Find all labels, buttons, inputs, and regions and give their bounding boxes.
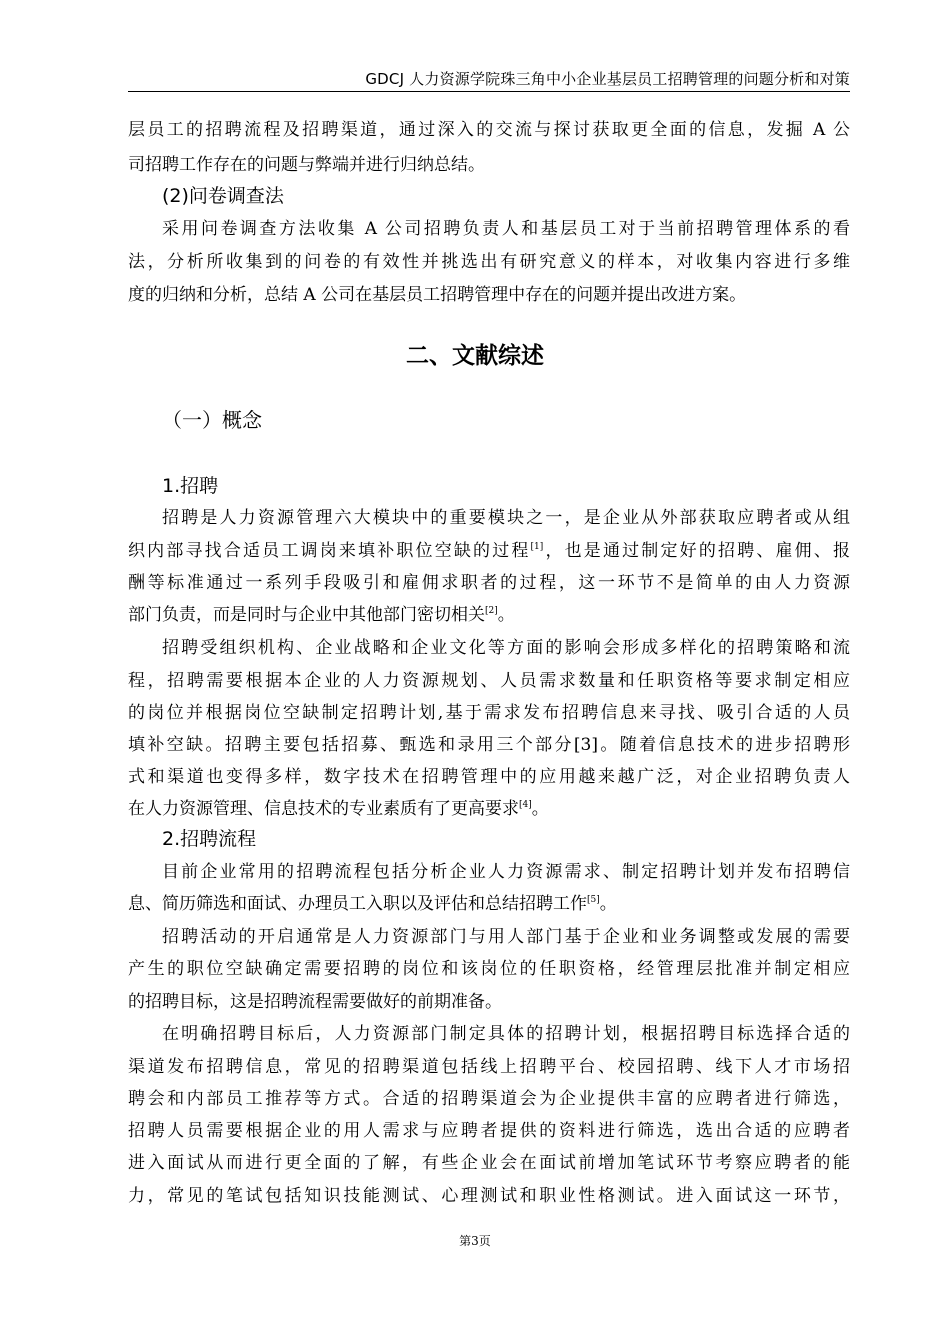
page-number: 第3页 bbox=[459, 1234, 491, 1248]
sub2-p2-line-3: 的招聘目标，这是招聘流程需要做好的前期准备。 bbox=[128, 992, 502, 1012]
sub1-p2-line-2: 程，招聘需要根据本企业的人力资源规划、人员需求数量和任职资格等要求制定相应 bbox=[128, 671, 850, 691]
sub2-p3-line-3: 聘会和内部员工推荐等方式。合适的招聘渠道会为企业提供丰富的应聘者进行筛选， bbox=[128, 1089, 850, 1109]
sub2-p2-line-1: 招聘活动的开启通常是人力资源部门与用人部门基于企业和业务调整或发展的需要 bbox=[162, 927, 850, 947]
sub1-p1-line-2: 织内部寻找合适员工调岗来填补职位空缺的过程[1]，也是通过制定好的招聘、雇佣、报 bbox=[128, 541, 850, 561]
method2-line-1: 采用问卷调查方法收集 A 公司招聘负责人和基层员工对于当前招聘管理体系的看 bbox=[162, 219, 850, 239]
chapter-title: 二、文献综述 bbox=[406, 343, 544, 369]
sub2-p1-line-1: 目前企业常用的招聘流程包括分析企业人力资源需求、制定招聘计划并发布招聘信 bbox=[162, 862, 850, 882]
sub1-p1-line-3: 酬等标准通过一系列手段吸引和雇佣求职者的过程，这一环节不是简单的由人力资源 bbox=[128, 573, 850, 593]
section-title: （一）概念 bbox=[162, 408, 262, 432]
sub2-p3-line-6: 力，常见的笔试包括知识技能测试、心理测试和职业性格测试。进入面试这一环节， bbox=[128, 1186, 850, 1206]
method2-line-3: 度的归纳和分析，总结 A 公司在基层员工招聘管理中存在的问题并提出改进方案。 bbox=[128, 285, 747, 305]
sub1-p2-line-5: 式和渠道也变得多样，数字技术在招聘管理中的应用越来越广泛，对企业招聘负责人 bbox=[128, 767, 850, 787]
sub2-p3-line-2: 渠道发布招聘信息，常见的招聘渠道包括线上招聘平台、校园招聘、线下人才市场招 bbox=[128, 1057, 850, 1077]
intro-line-2: 司招聘工作存在的问题与弊端并进行归纳总结。 bbox=[128, 155, 485, 175]
header-title: GDCJ 人力资源学院珠三角中小企业基层员工招聘管理的问题分析和对策 bbox=[365, 70, 850, 88]
sub1-p1-line-1: 招聘是人力资源管理六大模块中的重要模块之一，是企业从外部获取应聘者或从组 bbox=[162, 508, 850, 528]
sub2-p3-line-5: 进入面试从而进行更全面的了解，有些企业会在面试前增加笔试环节考察应聘者的能 bbox=[128, 1153, 850, 1173]
sub1-p2-line-3: 的岗位并根据岗位空缺制定招聘计划,基于需求发布招聘信息来寻找、吸引合适的人员 bbox=[128, 703, 850, 723]
citation-2: [2] bbox=[485, 606, 498, 616]
method2-line-2: 法，分析所收集到的问卷的有效性并挑选出有研究意义的样本，对收集内容进行多维 bbox=[128, 252, 850, 272]
sub1-p2-line-4: 填补空缺。招聘主要包括招募、甄选和录用三个部分[3]。随着信息技术的进步招聘形 bbox=[128, 735, 850, 755]
sub2-p3-line-1: 在明确招聘目标后，人力资源部门制定具体的招聘计划，根据招聘目标选择合适的 bbox=[162, 1024, 850, 1044]
sub2-p3-line-4: 招聘人员需要根据企业的用人需求与应聘者提供的资料进行筛选，选出合适的应聘者 bbox=[128, 1121, 850, 1141]
sub1-p2-line-1: 招聘受组织机构、企业战略和企业文化等方面的影响会形成多样化的招聘策略和流 bbox=[162, 638, 850, 658]
sub2-heading: 2.招聘流程 bbox=[162, 828, 257, 850]
intro-line-1: 层员工的招聘流程及招聘渠道，通过深入的交流与探讨获取更全面的信息，发掘 A 公 bbox=[128, 120, 850, 140]
sub1-p2-line-6: 在人力资源管理、信息技术的专业素质有了更高要求[4]。 bbox=[128, 799, 549, 819]
sub2-p2-line-2: 产生的职位空缺确定需要招聘的岗位和该岗位的任职资格，经管理层批准并制定相应 bbox=[128, 959, 850, 979]
citation-4: [4] bbox=[519, 800, 532, 810]
sub1-p1-line-4: 部门负责，而是同时与企业中其他部门密切相关[2]。 bbox=[128, 605, 515, 625]
sub2-p1-line-2: 息、简历筛选和面试、办理员工入职以及评估和总结招聘工作[5]。 bbox=[128, 894, 617, 914]
sub1-heading: 1.招聘 bbox=[162, 475, 219, 497]
citation-1: [1] bbox=[530, 542, 544, 552]
citation-5: [5] bbox=[587, 895, 600, 905]
method2-heading: (2)问卷调查法 bbox=[162, 185, 284, 207]
page-header bbox=[128, 58, 850, 92]
